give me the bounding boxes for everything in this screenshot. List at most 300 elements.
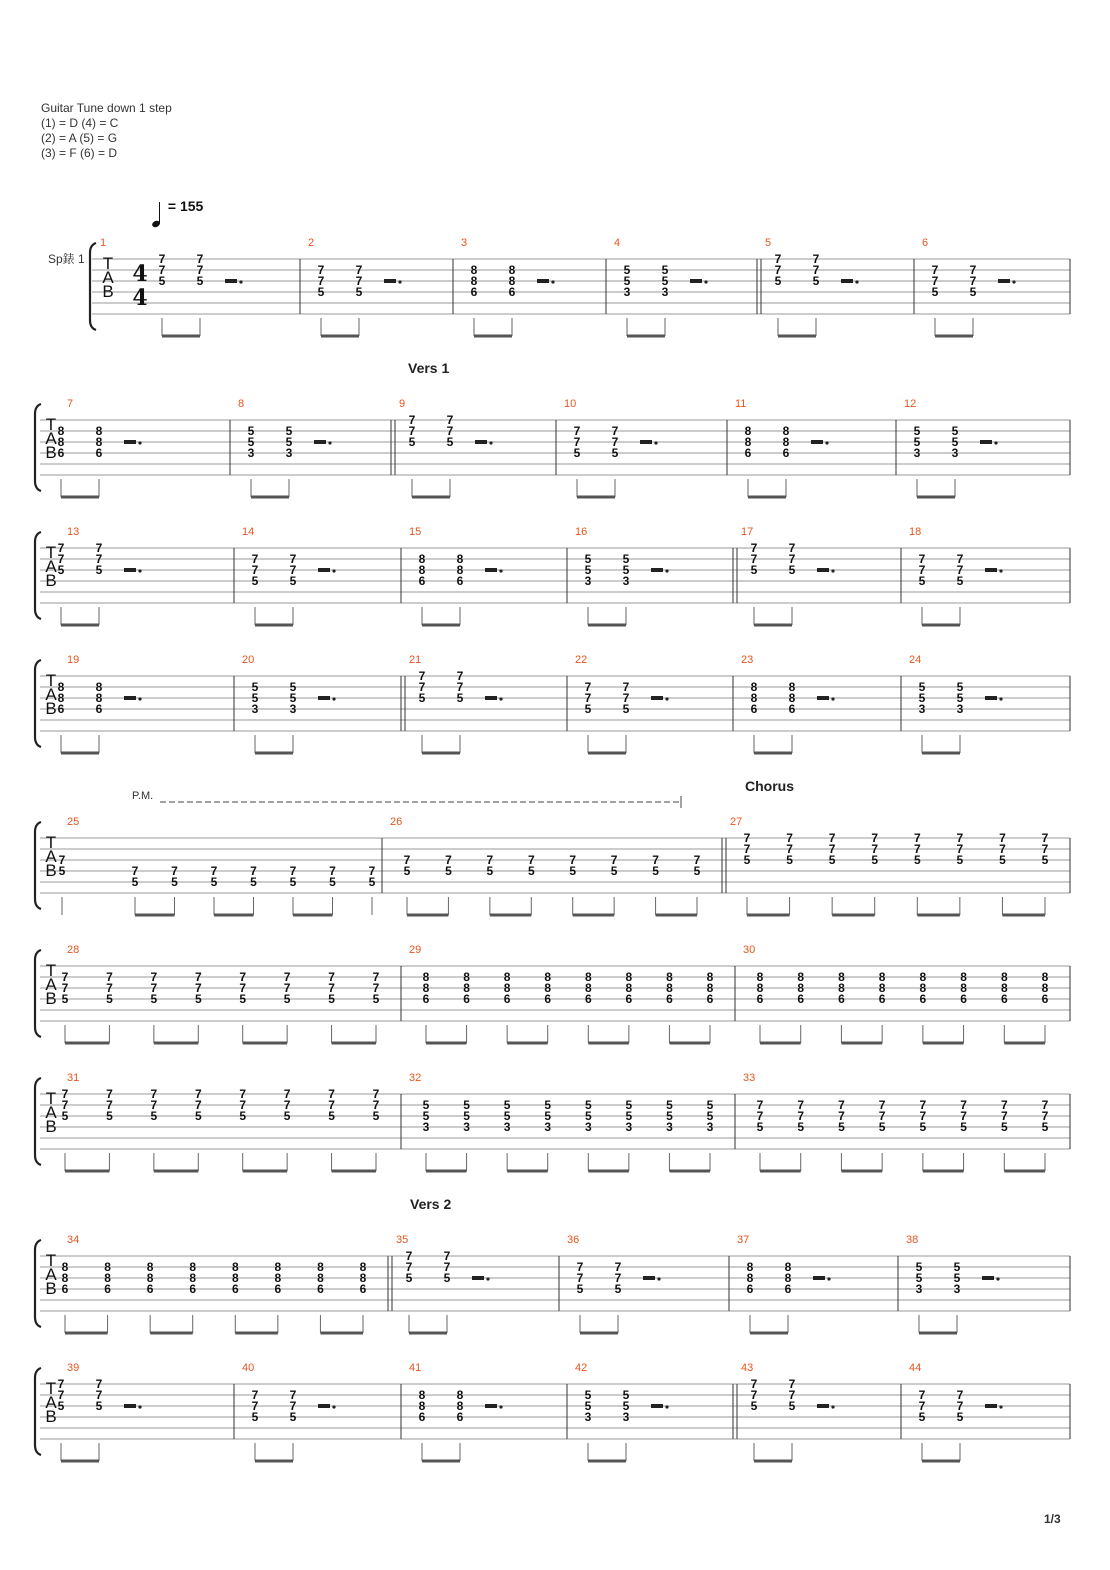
half-rest <box>384 279 396 283</box>
fret-number: 7 <box>611 424 619 438</box>
measure-number: 24 <box>909 654 922 666</box>
fret-number: 5 <box>58 864 66 878</box>
system-bracket <box>35 950 41 1037</box>
fret-number: 5 <box>797 1120 805 1134</box>
fret-number: 7 <box>446 424 454 438</box>
fret-number: 5 <box>328 1109 335 1123</box>
measure-number: 30 <box>743 944 756 956</box>
fret-number: 5 <box>625 1098 633 1112</box>
fret-number: 8 <box>544 970 552 984</box>
fret-number: 7 <box>750 1388 758 1402</box>
fret-number: 5 <box>250 875 257 889</box>
fret-number: 8 <box>744 424 752 438</box>
fret-number: 5 <box>953 1271 961 1285</box>
fret-number: 8 <box>750 691 758 705</box>
fret-number: 7 <box>838 1098 845 1112</box>
rest-dot <box>499 697 502 700</box>
fret-number: 8 <box>418 563 426 577</box>
fret-number: 6 <box>61 1282 69 1296</box>
fret-number: 6 <box>1041 992 1049 1006</box>
fret-number: 3 <box>918 702 926 716</box>
fret-number: 7 <box>57 552 65 566</box>
tab-clef-letter: T <box>102 254 114 273</box>
fret-number: 7 <box>573 424 581 438</box>
rest-dot <box>239 280 242 283</box>
fret-number: 3 <box>623 285 631 299</box>
fret-number: 7 <box>283 970 291 984</box>
fret-number: 3 <box>584 1120 592 1134</box>
tab-clef-letter: B <box>45 571 57 590</box>
fret-number: 3 <box>666 1120 673 1134</box>
fret-number: 7 <box>774 263 782 277</box>
measure-number: 31 <box>67 1072 80 1084</box>
fret-number: 5 <box>918 1410 926 1424</box>
measure-number: 17 <box>741 526 754 538</box>
fret-number: 7 <box>956 831 964 845</box>
fret-number: 5 <box>503 1098 511 1112</box>
fret-number: 5 <box>661 263 669 277</box>
fret-number: 7 <box>196 263 204 277</box>
fret-number: 5 <box>706 1098 714 1112</box>
fret-number: 3 <box>584 574 592 588</box>
fret-number: 7 <box>756 1098 764 1112</box>
fret-number: 5 <box>1041 853 1049 867</box>
fret-number: 6 <box>782 446 790 460</box>
fret-number: 7 <box>372 981 380 995</box>
fret-number: 8 <box>57 435 65 449</box>
fret-number: 7 <box>194 970 202 984</box>
fret-number: 5 <box>422 1098 430 1112</box>
fret-number: 7 <box>446 413 454 427</box>
fret-number: 7 <box>408 413 416 427</box>
fret-number: 7 <box>328 1087 335 1101</box>
fret-number: 7 <box>372 1087 380 1101</box>
rest-dot <box>138 1405 141 1408</box>
tab-system <box>35 1196 1070 1333</box>
fret-number: 8 <box>189 1271 197 1285</box>
tuning-line: Guitar Tune down 1 step <box>41 101 172 115</box>
fret-number: 5 <box>584 702 592 716</box>
measure-number: 25 <box>67 816 80 828</box>
fret-number: 8 <box>95 680 103 694</box>
half-rest <box>998 279 1010 283</box>
fret-number: 5 <box>573 446 581 460</box>
rest-dot <box>499 1405 502 1408</box>
rest-dot <box>827 1277 830 1280</box>
fret-number: 6 <box>57 446 65 460</box>
rest-dot <box>138 441 141 444</box>
fret-number: 7 <box>956 1388 964 1402</box>
fret-number: 6 <box>544 992 552 1006</box>
fret-number: 5 <box>158 274 166 288</box>
fret-number: 5 <box>194 992 202 1006</box>
fret-number: 7 <box>443 1249 451 1263</box>
palm-mute-label: P.M. <box>132 790 154 802</box>
fret-number: 7 <box>95 552 103 566</box>
tab-clef-letter: A <box>45 975 57 994</box>
fret-number: 3 <box>285 446 293 460</box>
tab-clef-letter: A <box>45 1393 57 1412</box>
measure-number: 11 <box>735 398 747 410</box>
fret-number: 8 <box>463 981 470 995</box>
measure-number: 40 <box>242 1362 255 1374</box>
fret-number: 8 <box>625 981 633 995</box>
fret-number: 5 <box>486 864 494 878</box>
fret-number: 5 <box>956 680 964 694</box>
fret-number: 8 <box>418 1399 426 1413</box>
rest-dot <box>499 569 502 572</box>
fret-number: 5 <box>150 1109 158 1123</box>
section-label: Vers 2 <box>410 1196 452 1212</box>
half-rest <box>318 696 330 700</box>
fret-number: 8 <box>463 970 470 984</box>
half-rest <box>813 1276 825 1280</box>
fret-number: 7 <box>328 970 335 984</box>
fret-number: 8 <box>189 1260 197 1274</box>
measure-number: 14 <box>242 526 255 538</box>
fret-number: 7 <box>918 563 926 577</box>
fret-number: 8 <box>788 691 796 705</box>
fret-number: 6 <box>418 1410 426 1424</box>
fret-number: 7 <box>57 541 65 555</box>
fret-number: 5 <box>544 1109 552 1123</box>
fret-number: 3 <box>422 1120 430 1134</box>
rest-dot <box>332 1405 335 1408</box>
half-rest <box>985 1404 997 1408</box>
fret-number: 6 <box>95 702 103 716</box>
fret-number: 5 <box>693 864 701 878</box>
fret-number: 7 <box>239 1098 247 1112</box>
fret-number: 8 <box>878 981 886 995</box>
fret-number: 5 <box>57 563 65 577</box>
fret-number: 5 <box>95 563 103 577</box>
fret-number: 8 <box>503 981 511 995</box>
fret-number: 7 <box>150 981 158 995</box>
rest-dot <box>831 1405 834 1408</box>
fret-number: 7 <box>788 1388 796 1402</box>
fret-number: 7 <box>355 263 363 277</box>
fret-number: 3 <box>622 574 630 588</box>
fret-number: 8 <box>104 1271 111 1285</box>
fret-number: 6 <box>146 1282 154 1296</box>
fret-number: 6 <box>456 574 464 588</box>
fret-number: 7 <box>418 680 426 694</box>
fret-number: 5 <box>443 1271 451 1285</box>
fret-number: 7 <box>750 552 758 566</box>
fret-number: 7 <box>918 552 926 566</box>
fret-number: 7 <box>788 1377 796 1391</box>
fret-number: 5 <box>611 446 619 460</box>
fret-number: 7 <box>329 864 336 878</box>
fret-number: 5 <box>584 1098 592 1112</box>
fret-number: 5 <box>150 992 158 1006</box>
fret-number: 5 <box>614 1282 622 1296</box>
fret-number: 5 <box>61 992 69 1006</box>
half-rest <box>643 1276 655 1280</box>
rest-dot <box>831 697 834 700</box>
measure-number: 9 <box>399 398 406 410</box>
fret-number: 7 <box>328 1098 335 1112</box>
fret-number: 8 <box>503 970 511 984</box>
fret-number: 6 <box>317 1282 324 1296</box>
fret-number: 6 <box>503 992 511 1006</box>
fret-number: 7 <box>194 1098 202 1112</box>
fret-number: 7 <box>576 1260 584 1274</box>
fret-number: 7 <box>289 1399 297 1413</box>
fret-number: 3 <box>625 1120 633 1134</box>
tab-clef-letter: B <box>45 443 57 462</box>
measure-number: 39 <box>67 1362 80 1374</box>
fret-number: 5 <box>960 1120 967 1134</box>
fret-number: 3 <box>251 702 259 716</box>
rest-dot <box>332 697 335 700</box>
fret-number: 8 <box>456 563 464 577</box>
tab-clef-letter: B <box>45 1407 57 1426</box>
fret-number: 7 <box>969 263 977 277</box>
tab-clef-letter: A <box>45 685 57 704</box>
fret-number: 6 <box>1000 992 1008 1006</box>
fret-number: 5 <box>706 1109 714 1123</box>
fret-number: 7 <box>405 1260 413 1274</box>
measure-number: 19 <box>67 654 80 666</box>
fret-number: 7 <box>611 435 619 449</box>
fret-number: 7 <box>372 970 380 984</box>
half-rest <box>472 1276 484 1280</box>
fret-number: 5 <box>239 992 247 1006</box>
fret-number: 8 <box>95 691 103 705</box>
fret-number: 8 <box>231 1271 239 1285</box>
fret-number: 7 <box>919 1098 927 1112</box>
fret-number: 7 <box>1000 1098 1008 1112</box>
fret-number: 7 <box>150 970 158 984</box>
fret-number: 5 <box>756 1120 764 1134</box>
measure-number: 41 <box>409 1362 422 1374</box>
half-rest <box>124 696 136 700</box>
rest-dot <box>1012 280 1015 283</box>
fret-number: 7 <box>750 541 758 555</box>
fret-number: 7 <box>584 680 592 694</box>
fret-number: 7 <box>251 563 259 577</box>
tab-system <box>35 778 1070 915</box>
fret-number: 6 <box>919 992 927 1006</box>
fret-number: 5 <box>131 875 139 889</box>
fret-number: 5 <box>446 435 454 449</box>
fret-number: 7 <box>283 1098 291 1112</box>
fret-number: 5 <box>956 574 964 588</box>
fret-number: 5 <box>623 274 631 288</box>
rest-dot <box>486 1277 489 1280</box>
fret-number: 7 <box>828 831 836 845</box>
fret-number: 8 <box>456 1388 464 1402</box>
tab-clef-letter: B <box>102 282 114 301</box>
fret-number: 5 <box>1041 1120 1049 1134</box>
fret-number: 8 <box>61 1271 69 1285</box>
tab-clef-letter: T <box>45 1089 57 1108</box>
fret-number: 8 <box>104 1260 111 1274</box>
fret-number: 8 <box>274 1271 282 1285</box>
measure-number: 7 <box>67 398 74 410</box>
rest-dot <box>996 1277 999 1280</box>
fret-number: 5 <box>408 435 416 449</box>
fret-number: 5 <box>913 424 921 438</box>
fret-number: 6 <box>104 1282 111 1296</box>
tab-clef-letter: T <box>45 415 57 434</box>
fret-number: 7 <box>158 252 166 266</box>
fret-number: 5 <box>743 853 751 867</box>
fret-number: 8 <box>359 1260 367 1274</box>
half-rest <box>475 440 487 444</box>
fret-number: 7 <box>913 842 921 856</box>
fret-number: 7 <box>251 1399 259 1413</box>
fret-number: 7 <box>194 1087 202 1101</box>
fret-number: 5 <box>828 853 836 867</box>
half-rest <box>980 440 992 444</box>
fret-number: 7 <box>106 981 113 995</box>
fret-number: 6 <box>797 992 805 1006</box>
fret-number: 5 <box>584 1109 592 1123</box>
fret-number: 8 <box>418 1388 426 1402</box>
fret-number: 7 <box>743 831 751 845</box>
fret-number: 5 <box>953 1260 961 1274</box>
fret-number: 7 <box>239 981 247 995</box>
tab-clef-letter: A <box>45 847 57 866</box>
tempo-label: = 155 <box>167 198 204 214</box>
fret-number: 5 <box>106 992 113 1006</box>
fret-number: 8 <box>919 970 927 984</box>
fret-number: 5 <box>750 563 758 577</box>
fret-number: 7 <box>871 831 879 845</box>
fret-number: 7 <box>150 1098 158 1112</box>
measure-number: 12 <box>904 398 917 410</box>
fret-number: 7 <box>368 864 376 878</box>
fret-number: 8 <box>470 274 478 288</box>
system-bracket <box>35 822 41 909</box>
fret-number: 8 <box>784 1260 792 1274</box>
fret-number: 5 <box>622 563 630 577</box>
fret-number: 7 <box>289 563 297 577</box>
half-rest <box>485 696 497 700</box>
fret-number: 5 <box>247 424 255 438</box>
fret-number: 5 <box>503 1109 511 1123</box>
fret-number: 3 <box>956 702 964 716</box>
fret-number: 5 <box>915 1260 923 1274</box>
fret-number: 5 <box>445 864 452 878</box>
rest-dot <box>665 1405 668 1408</box>
measure-number: 26 <box>390 816 403 828</box>
fret-number: 7 <box>239 1087 247 1101</box>
fret-number: 7 <box>1041 831 1049 845</box>
tab-clef-letter: B <box>45 989 57 1008</box>
fret-number: 7 <box>614 1271 622 1285</box>
rest-dot <box>665 569 668 572</box>
fret-number: 8 <box>508 274 516 288</box>
tab-system <box>35 360 1070 497</box>
fret-number: 6 <box>359 1282 367 1296</box>
fret-number: 5 <box>788 1399 796 1413</box>
page-number: 1/3 <box>1044 1512 1061 1526</box>
fret-number: 8 <box>878 970 886 984</box>
fret-number: 5 <box>171 875 178 889</box>
fret-number: 8 <box>95 424 103 438</box>
fret-number: 5 <box>956 691 964 705</box>
fret-number: 7 <box>584 691 592 705</box>
measure-number: 34 <box>67 1234 80 1246</box>
fret-number: 8 <box>456 1399 464 1413</box>
tab-system <box>90 237 1070 336</box>
rest-dot <box>654 441 657 444</box>
measure-number: 2 <box>308 237 315 249</box>
fret-number: 5 <box>956 853 964 867</box>
fret-number: 8 <box>666 981 673 995</box>
fret-number: 5 <box>919 1120 927 1134</box>
tab-clef-letter: A <box>45 429 57 448</box>
fret-number: 5 <box>623 263 631 277</box>
fret-number: 5 <box>951 435 959 449</box>
fret-number: 5 <box>251 680 259 694</box>
half-rest <box>314 440 326 444</box>
half-rest <box>485 568 497 572</box>
fret-number: 5 <box>329 875 336 889</box>
fret-number: 5 <box>812 274 820 288</box>
fret-number: 7 <box>743 842 751 856</box>
fret-number: 8 <box>706 981 714 995</box>
fret-number: 5 <box>610 864 618 878</box>
rest-dot <box>328 441 331 444</box>
fret-number: 7 <box>956 1399 964 1413</box>
fret-number: 8 <box>1000 981 1008 995</box>
fret-number: 7 <box>251 1388 259 1402</box>
fret-number: 3 <box>463 1120 470 1134</box>
fret-number: 5 <box>57 1399 65 1413</box>
fret-number: 7 <box>786 831 793 845</box>
fret-number: 5 <box>405 1271 413 1285</box>
system-bracket <box>35 1368 41 1455</box>
fret-number: 5 <box>915 1271 923 1285</box>
fret-number: 7 <box>573 435 581 449</box>
fret-number: 5 <box>61 1109 69 1123</box>
fret-number: 7 <box>355 274 363 288</box>
fret-number: 7 <box>61 1087 69 1101</box>
fret-number: 7 <box>956 552 964 566</box>
tab-clef-letter: T <box>45 543 57 562</box>
fret-number: 5 <box>372 1109 380 1123</box>
fret-number: 5 <box>289 875 297 889</box>
fret-number: 6 <box>838 992 845 1006</box>
half-rest <box>485 1404 497 1408</box>
half-rest <box>817 568 829 572</box>
fret-number: 7 <box>57 1388 65 1402</box>
fret-number: 7 <box>210 864 218 878</box>
fret-number: 5 <box>999 853 1006 867</box>
measure-number: 42 <box>575 1362 588 1374</box>
fret-number: 3 <box>661 285 669 299</box>
rest-dot <box>999 569 1002 572</box>
fret-number: 5 <box>247 435 255 449</box>
fret-number: 7 <box>283 1087 291 1101</box>
fret-number: 7 <box>527 853 535 867</box>
fret-number: 7 <box>576 1271 584 1285</box>
fret-number: 5 <box>956 1410 964 1424</box>
fret-number: 7 <box>797 1098 805 1112</box>
measure-number: 10 <box>564 398 577 410</box>
measure-number: 20 <box>242 654 255 666</box>
fret-number: 5 <box>666 1109 673 1123</box>
fret-number: 8 <box>359 1271 367 1285</box>
tab-clef-letter: T <box>45 833 57 852</box>
fret-number: 7 <box>418 669 426 683</box>
fret-number: 6 <box>960 992 967 1006</box>
fret-number: 5 <box>372 992 380 1006</box>
